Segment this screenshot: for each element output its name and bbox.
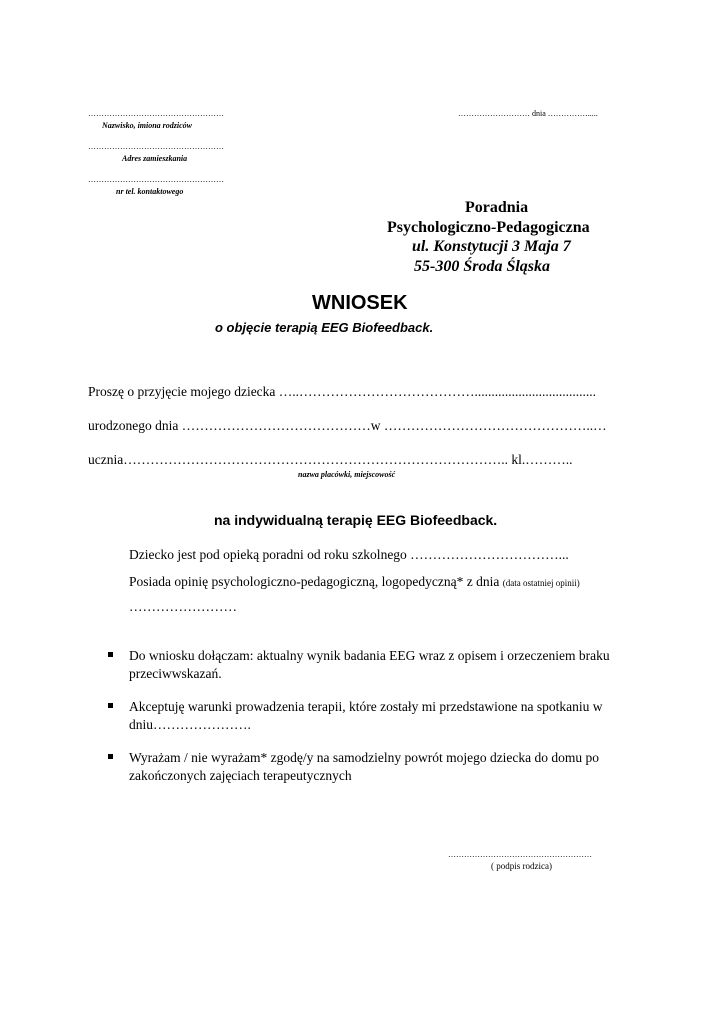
section-heading: na indywidualną terapię EEG Biofeedback. [214,512,498,528]
document-subtitle: o objęcie terapią EEG Biofeedback. [215,320,434,335]
school-label: nazwa placówki, miejscowość [298,470,396,479]
date-line: ……………………… dnia ……………..... [458,109,598,118]
parent-name-dots: …………………………………………… [88,109,224,118]
form-line-child: Proszę o przyjęcie mojego dziecka …..………………………………….................................... [88,384,597,399]
form-line-birth: urodzonego dnia ……………………………………w ………………………………………..… [88,418,607,433]
recipient-line1: Poradnia [465,199,529,216]
phone-dots: …………………………………………… [88,175,224,184]
signature-label: ( podpis rodzica) [491,861,552,871]
bullet-item-consent: Wyrażam / nie wyrażam* zgodę/y na samodzielny powrót mojego dziecka do domu po zakończonych zajęciach terapeutycznych [129,750,600,783]
signature-dots: ……………………………………………… [448,850,592,859]
bullet-icon [108,754,113,759]
bullet-icon [108,652,113,657]
bullet-item-conditions: Akceptuję warunki prowadzenia terapii, które zostały mi przedstawione na spotkaniu w dniu…………………. [129,699,603,732]
document-title: WNIOSEK [312,292,408,314]
opinion-note: (data ostatniej opinii) [502,578,580,588]
bullet-icon [108,703,113,708]
bullet-item-attachment: Do wniosku dołączam: aktualny wynik badania EEG wraz z opisem i orzeczeniem braku przeciwwskazań. [129,648,610,681]
opinion-line [129,574,580,590]
phone-label: nr tel. kontaktowego [116,187,184,196]
opinion-text: Posiada opinię psychologiczno-pedagogiczną, logopedyczną* z dnia [129,574,500,589]
parent-name-label: Nazwisko, imiona rodziców [102,121,193,130]
care-line: Dziecko jest pod opieką poradni od roku szkolnego ……………………………... [129,547,569,562]
recipient-line4: 55-300 Środa Śląska [414,258,551,275]
address-label: Adres zamieszkania [122,154,188,163]
recipient-line3: ul. Konstytucji 3 Maja 7 [412,238,571,255]
form-line-school: ucznia………………………………………………………………………….. kl.……….. [88,452,573,467]
address-dots: …………………………………………… [88,142,224,151]
recipient-line2: Psychologiczno-Pedagogiczna [387,219,590,236]
opinion-dots: …………………… [129,599,237,614]
